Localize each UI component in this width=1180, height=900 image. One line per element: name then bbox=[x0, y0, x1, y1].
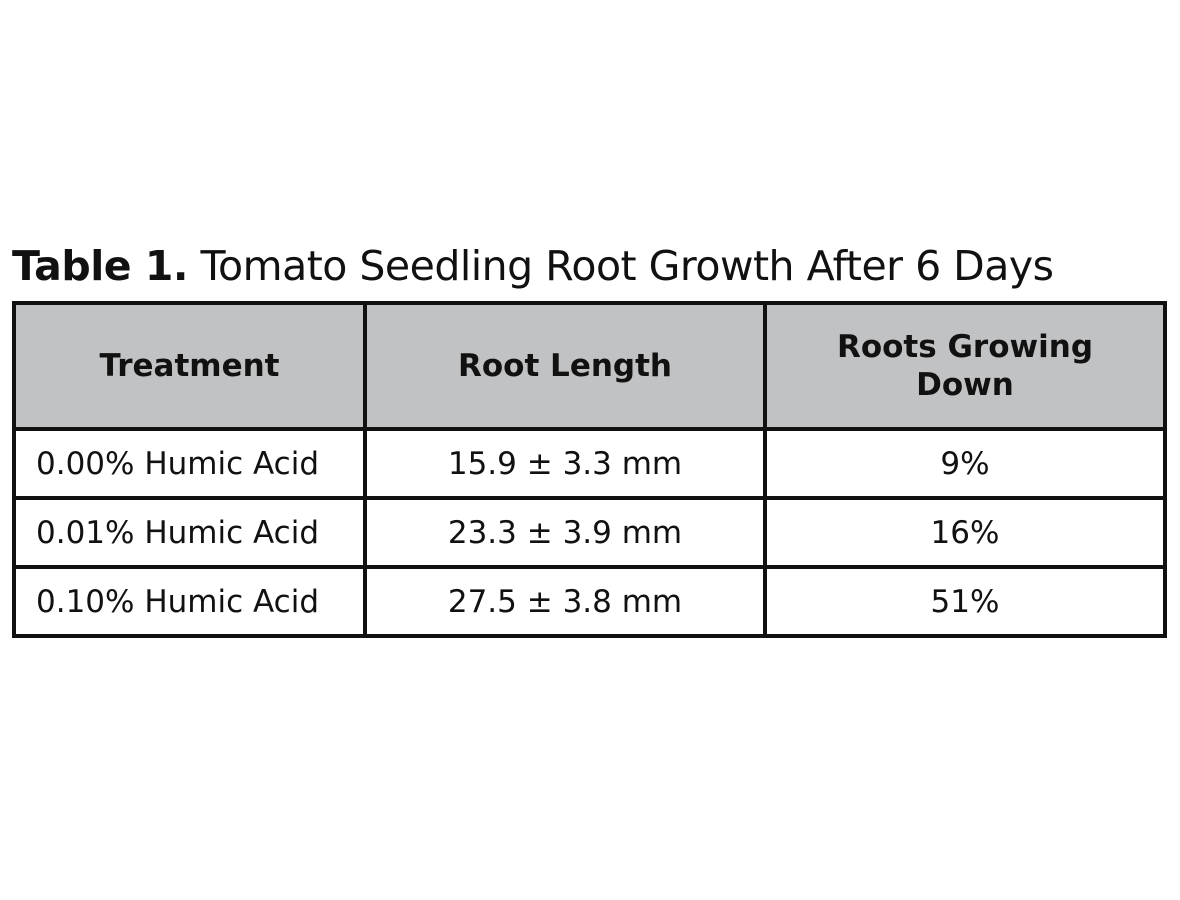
header-roots-growing-down: Roots Growing Down bbox=[765, 303, 1165, 429]
cell-roots-growing-down: 9% bbox=[765, 429, 1165, 498]
cell-treatment: 0.00% Humic Acid bbox=[14, 429, 365, 498]
table-number: Table 1. bbox=[12, 242, 188, 290]
table-title: Tomato Seedling Root Growth After 6 Days bbox=[187, 242, 1054, 290]
header-root-length: Root Length bbox=[365, 303, 765, 429]
cell-treatment: 0.10% Humic Acid bbox=[14, 567, 365, 636]
header-treatment: Treatment bbox=[14, 303, 365, 429]
data-table bbox=[12, 301, 1167, 638]
table-caption bbox=[12, 240, 1054, 292]
cell-treatment: 0.01% Humic Acid bbox=[14, 498, 365, 567]
cell-root-length: 23.3 ± 3.9 mm bbox=[365, 498, 765, 567]
cell-roots-growing-down: 51% bbox=[765, 567, 1165, 636]
cell-roots-growing-down: 16% bbox=[765, 498, 1165, 567]
table-row bbox=[14, 567, 1165, 636]
cell-root-length: 15.9 ± 3.3 mm bbox=[365, 429, 765, 498]
header-row bbox=[14, 303, 1165, 429]
table-row bbox=[14, 429, 1165, 498]
cell-root-length: 27.5 ± 3.8 mm bbox=[365, 567, 765, 636]
table-row bbox=[14, 498, 1165, 567]
